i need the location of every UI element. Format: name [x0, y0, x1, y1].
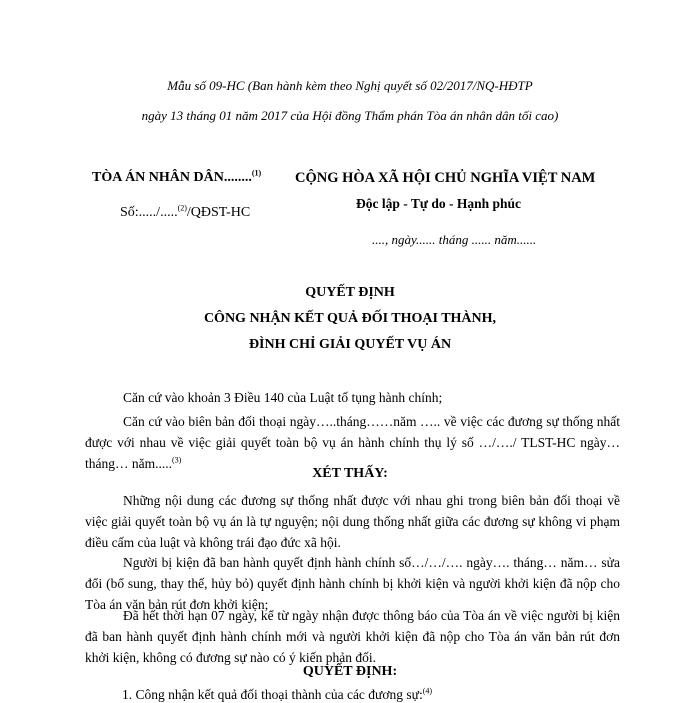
court-name-text: TÒA ÁN NHÂN DÂN........ [92, 170, 252, 185]
findings-paragraph-3: Đã hết thời hạn 07 ngày, kể từ ngày nhận được thông báo của Tòa án về việc người bị kiện đã ban hành quyết định hành chính mới và người khởi kiện đã nộp cho Tòa án văn bản rút đơn khởi kiện, không có đương sự nào có ý kiến phản đối. [85, 608, 620, 665]
number-suffix: /QĐST-HC [186, 205, 251, 220]
form-reference-line2: ngày 13 tháng 01 năm 2017 của Hội đồng Thẩm phán Tòa án nhân dân tối cao) [141, 108, 559, 123]
basis-footnote: (3) [172, 455, 182, 465]
decision-heading: QUYẾT ĐỊNH: [302, 664, 398, 679]
document-title: QUYẾT ĐỊNH [305, 285, 395, 300]
document-subtitle-line1: CÔNG NHẬN KẾT QUẢ ĐỐI THOẠI THÀNH, [203, 311, 497, 326]
number-prefix: Số:...../..... [120, 205, 178, 220]
number-footnote: (2) [177, 203, 187, 213]
findings-paragraph-2: Người bị kiện đã ban hành quyết định hành chính số…/…/…. ngày…. tháng… năm… sửa đổi (bổ sung, thay thế, hủy bỏ) quyết định hành chính bị khởi kiện và người khởi kiện đã nộp cho Tòa án văn bản rút đơn khởi kiện; [85, 555, 620, 612]
nation-name: CỘNG HÒA XÃ HỘI CHỦ NGHĨA VIỆT NAM [295, 170, 596, 186]
document-subtitle-line2: ĐÌNH CHỈ GIẢI QUYẾT VỤ ÁN [248, 337, 452, 352]
basis-paragraph-2-text: Căn cứ vào biên bản đối thoại ngày…..tháng……năm ….. về việc các đương sự thống nhất được với nhau về việc giải quyết toàn bộ vụ án hành chính thụ lý số …/…./ TLST-HC ngày…tháng… năm..... [85, 414, 620, 471]
court-name [92, 170, 261, 186]
decision-item-1-text: 1. Công nhận kết quả đối thoại thành của các đương sự: [122, 687, 423, 702]
nation-motto: Độc lập - Tự do - Hạnh phúc [356, 196, 522, 211]
basis-paragraph-1: Căn cứ vào khoản 3 Điều 140 của Luật tố tụng hành chính; [123, 390, 443, 405]
decision-footnote: (4) [422, 686, 433, 696]
decision-item-1 [122, 687, 432, 703]
decision-number [120, 205, 250, 221]
findings-heading: XÉT THẤY: [312, 466, 388, 481]
basis-paragraph-2 [85, 411, 620, 474]
form-reference-line1: Mẫu số 09-HC (Ban hành kèm theo Nghị quyết số 02/2017/NQ-HĐTP [167, 78, 533, 93]
findings-paragraph-1: Những nội dung các đương sự thống nhất được với nhau ghi trong biên bản đối thoại về việc giải quyết toàn bộ vụ án là tự nguyện; nội dung thống nhất giữa các đương sự không vi phạm điều cấm của luật và không trái đạo đức xã hội. [85, 493, 620, 550]
court-footnote: (1) [251, 168, 262, 178]
date-line: ...., ngày...... tháng ...... năm...... [372, 232, 537, 247]
